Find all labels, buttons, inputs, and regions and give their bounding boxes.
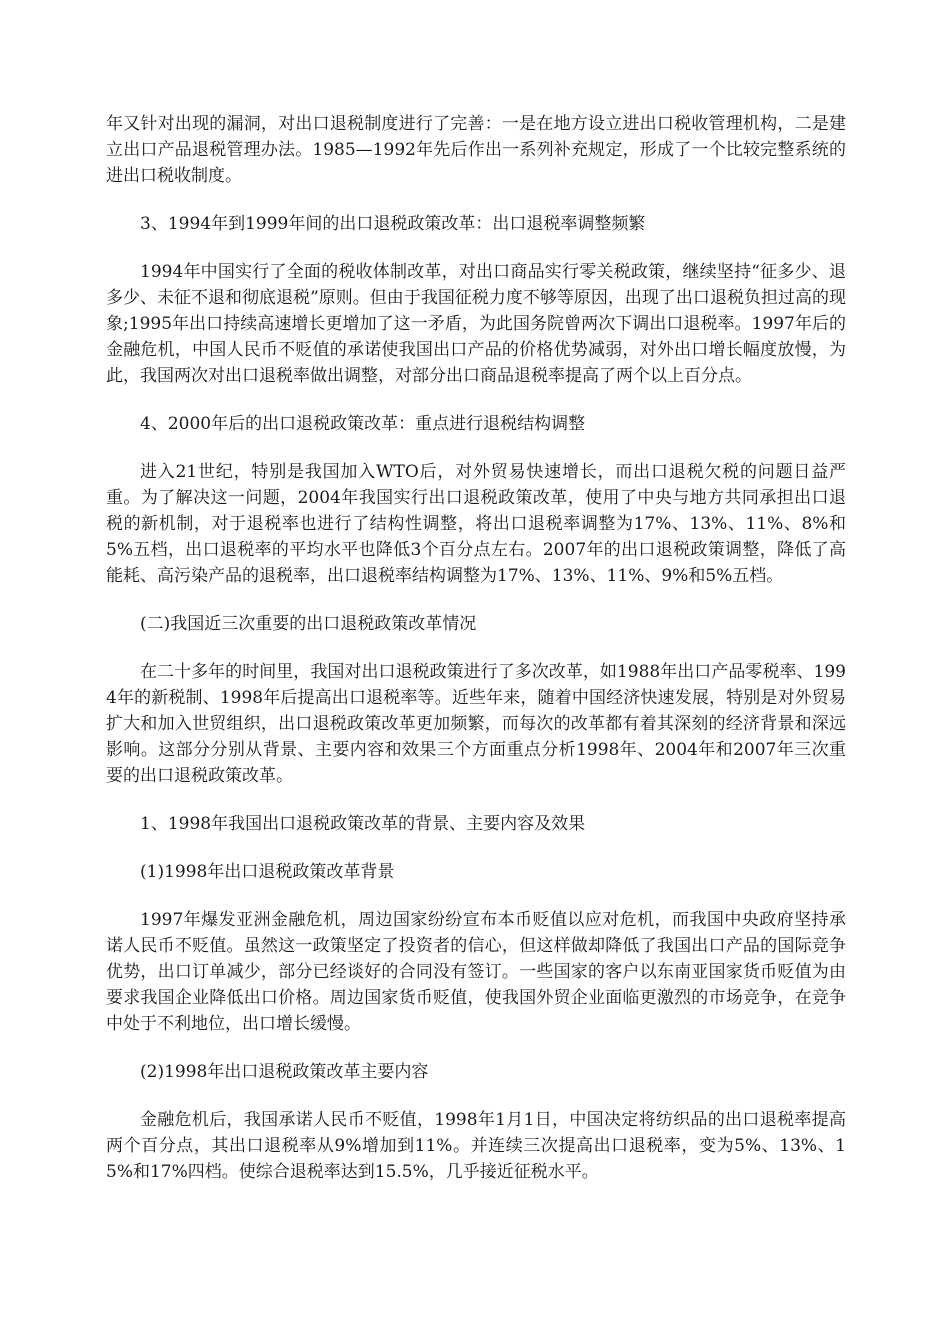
section-heading-1998-reform: 1、1998年我国出口退税政策改革的背景、主要内容及效果 [140,814,586,834]
subsection-heading-1998-background: (1)1998年出口退税政策改革背景 [140,862,395,882]
section-heading-three-reforms: (二)我国近三次重要的出口退税政策改革情况 [140,614,477,634]
paragraph-1997-crisis: 1997年爆发亚洲金融危机，周边国家纷纷宣布本币贬值以应对危机，而我国中央政府坚持承诺人民币不贬值。虽然这一政策坚定了投资者的信心，但这样做却降低了我国出口产品的国际竞争优势，出口订单减少，部分已经谈好的合同没有签订。一些国家的客户以东南亚国家货币贬值为由要求我国企业降低出口价格。周边国家货币贬值，使我国外贸企业面临更激烈的市场竞争，在竞争中处于不利地位，出口增长缓慢。 [106,910,846,1034]
paragraph-1994-reform: 1994年中国实行了全面的税收体制改革，对出口商品实行零关税政策，继续坚持“征多少、退多少、未征不退和彻底退税”原则。但由于我国征税力度不够等原因，出现了出口退税负担过高的现象;1995年出口持续高速增长更增加了这一矛盾，为此国务院曾两次下调出口退税率。1997年后的金融危机，中国人民币不贬值的承诺使我国出口产品的价格优势减弱，对外出口增长幅度放慢，为此，我国两次对出口退税率做出调整，对部分出口商品退税率提高了两个以上百分点。 [106,262,846,386]
paragraph-21st-century: 进入21世纪，特别是我国加入WTO后，对外贸易快速增长，而出口退税欠税的问题日益严重。为了解决这一问题，2004年我国实行出口退税政策改革，使用了中央与地方共同承担出口退税的新机制，对于退税率也进行了结构性调整，将出口退税率调整为17%、13%、11%、8%和5%五档，出口退税率的平均水平也降低3个百分点左右。2007年的出口退税政策调整，降低了高能耗、高污染产品的退税率，出口退税率结构调整为17%、13%、11%、9%和5%五档。 [106,462,846,586]
subsection-heading-1998-content: (2)1998年出口退税政策改革主要内容 [140,1062,429,1082]
paragraph-tax-system-improvement: 年又针对出现的漏洞，对出口退税制度进行了完善：一是在地方设立进出口税收管理机构，二是建立出口产品退税管理办法。1985—1992年先后作出一系列补充规定，形成了一个比较完整系统的进出口税收制度。 [106,114,846,186]
section-heading-after-2000: 4、2000年后的出口退税政策改革：重点进行退税结构调整 [140,414,586,434]
paragraph-twenty-years: 在二十多年的时间里，我国对出口退税政策进行了多次改革，如1988年出口产品零税率、1994年的新税制、1998年后提高出口退税率等。近些年来，随着中国经济快速发展，特别是对外贸易扩大和加入世贸组织，出口退税政策改革更加频繁，而每次的改革都有着其深刻的经济背景和深远影响。这部分分别从背景、主要内容和效果三个方面重点分析1998年、2004年和2007年三次重要的出口退税政策改革。 [106,662,846,786]
document-body [106,111,846,1207]
section-heading-1994-1999: 3、1994年到1999年间的出口退税政策改革：出口退税率调整频繁 [140,214,646,234]
paragraph-after-crisis: 金融危机后，我国承诺人民币不贬值，1998年1月1日，中国决定将纺织品的出口退税率提高两个百分点，其出口退税率从9%增加到11%。并连续三次提高出口退税率，变为5%、13%、15%和17%四档。使综合退税率达到15.5%，几乎接近征税水平。 [106,1110,846,1182]
